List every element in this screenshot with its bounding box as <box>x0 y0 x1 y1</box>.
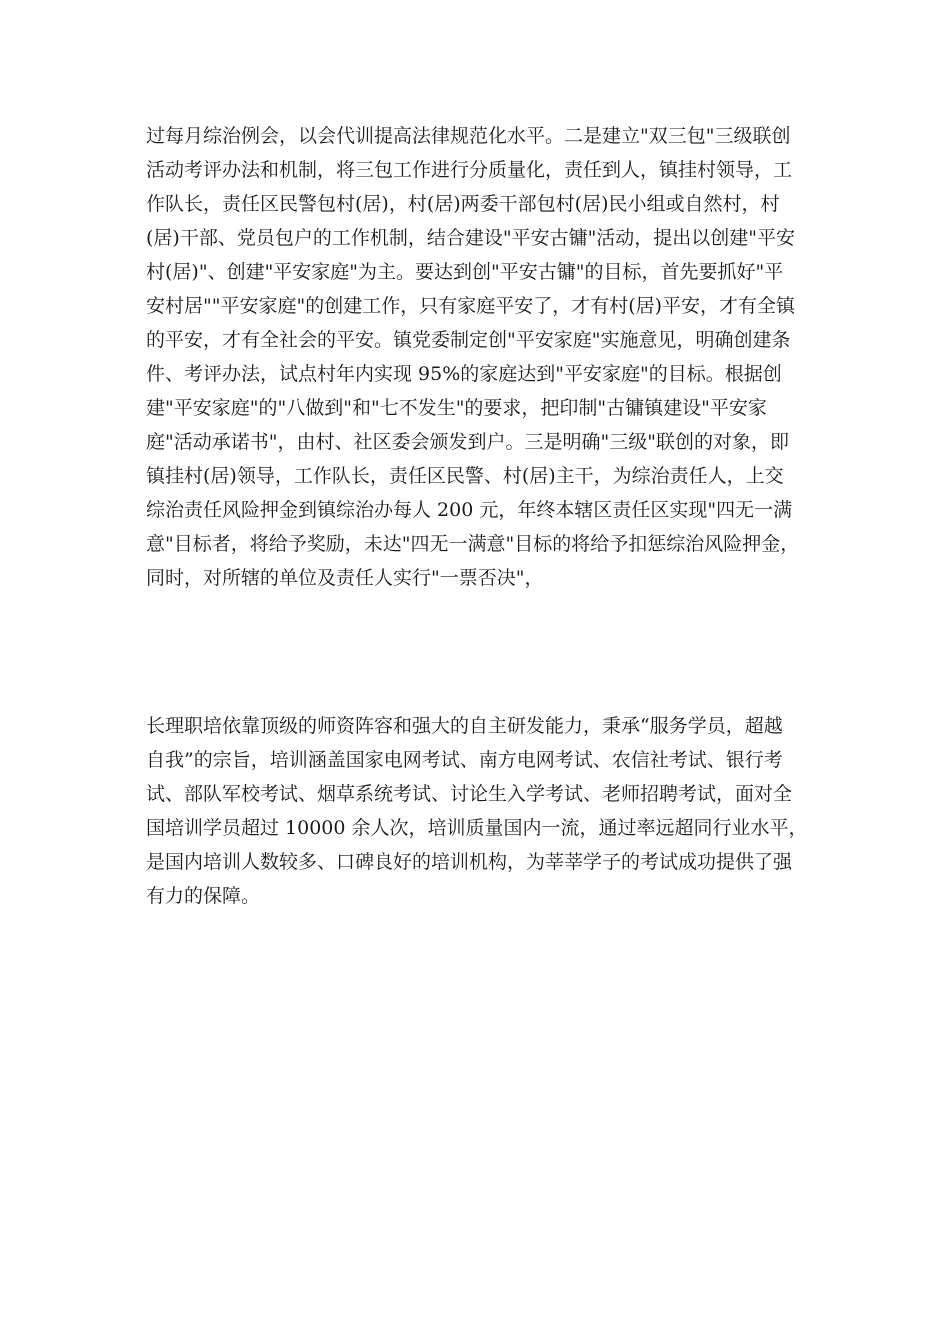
text-line: 活动考评办法和机制，将三包工作进行分质量化，责任到人，镇挂村领导，工 <box>146 159 793 181</box>
text-line: 村(居)"、创建"平安家庭"为主。要达到创"平安古镛"的目标，首先要抓好"平 <box>146 261 784 283</box>
paragraph-training-institution <box>146 709 811 913</box>
text-line: 的平安，才有全社会的平安。镇党委制定创"平安家庭"实施意见，明确创建条 <box>146 329 791 351</box>
text-line: (居)干部、党员包户的工作机制，结合建设"平安古镛"活动，提出以创建"平安 <box>146 227 796 249</box>
text-line: 安村居""平安家庭"的创建工作，只有家庭平安了，才有村(居)平安，才有全镇 <box>146 295 796 317</box>
text-line: 有力的保障。 <box>146 885 261 907</box>
text-line: 长理职培依靠顶级的师资阵容和强大的自主研发能力，秉承“服务学员，超越 <box>146 715 783 737</box>
text-line: 建"平安家庭"的"八做到"和"七不发生"的要求，把印制"古镛镇建设"平安家 <box>146 397 767 419</box>
text-line: 自我”的宗旨，培训涵盖国家电网考试、南方电网考试、农信社考试、银行考 <box>146 749 783 771</box>
text-line: 庭"活动承诺书"，由村、社区委会颁发到户。三是明确"三级"联创的对象，即 <box>146 431 789 453</box>
text-line: 试、部队军校考试、烟草系统考试、讨论生入学考试、老师招聘考试，面对全 <box>146 783 793 805</box>
text-line: 镇挂村(居)领导，工作队长，责任区民警、村(居)主干，为综治责任人，上交 <box>146 465 784 487</box>
text-line: 作队长，责任区民警包村(居)，村(居)两委干部包村(居)民小组或自然村，村 <box>146 193 780 215</box>
text-line: 国培训学员超过 10000 余人次，培训质量国内一流，通过率远超同行业水平， <box>146 817 808 839</box>
text-line: 件、考评办法，试点村年内实现 95%的家庭达到"平安家庭"的目标。根据创 <box>146 363 782 385</box>
paragraph-comprehensive-governance <box>146 119 811 595</box>
text-line: 同时，对所辖的单位及责任人实行"一票否决"， <box>146 567 544 589</box>
text-line: 是国内培训人数较多、口碑良好的培训机构，为莘莘学子的考试成功提供了强 <box>146 851 793 873</box>
text-line: 意"目标者，将给予奖励，未达"四无一满意"目标的将给予扣惩综治风险押金， <box>146 533 800 555</box>
text-line: 综治责任风险押金到镇综治办每人 200 元，年终本辖区责任区实现"四无一满 <box>146 499 793 521</box>
text-line: 过每月综治例会，以会代训提高法律规范化水平。二是建立"双三包"三级联创 <box>146 125 791 147</box>
